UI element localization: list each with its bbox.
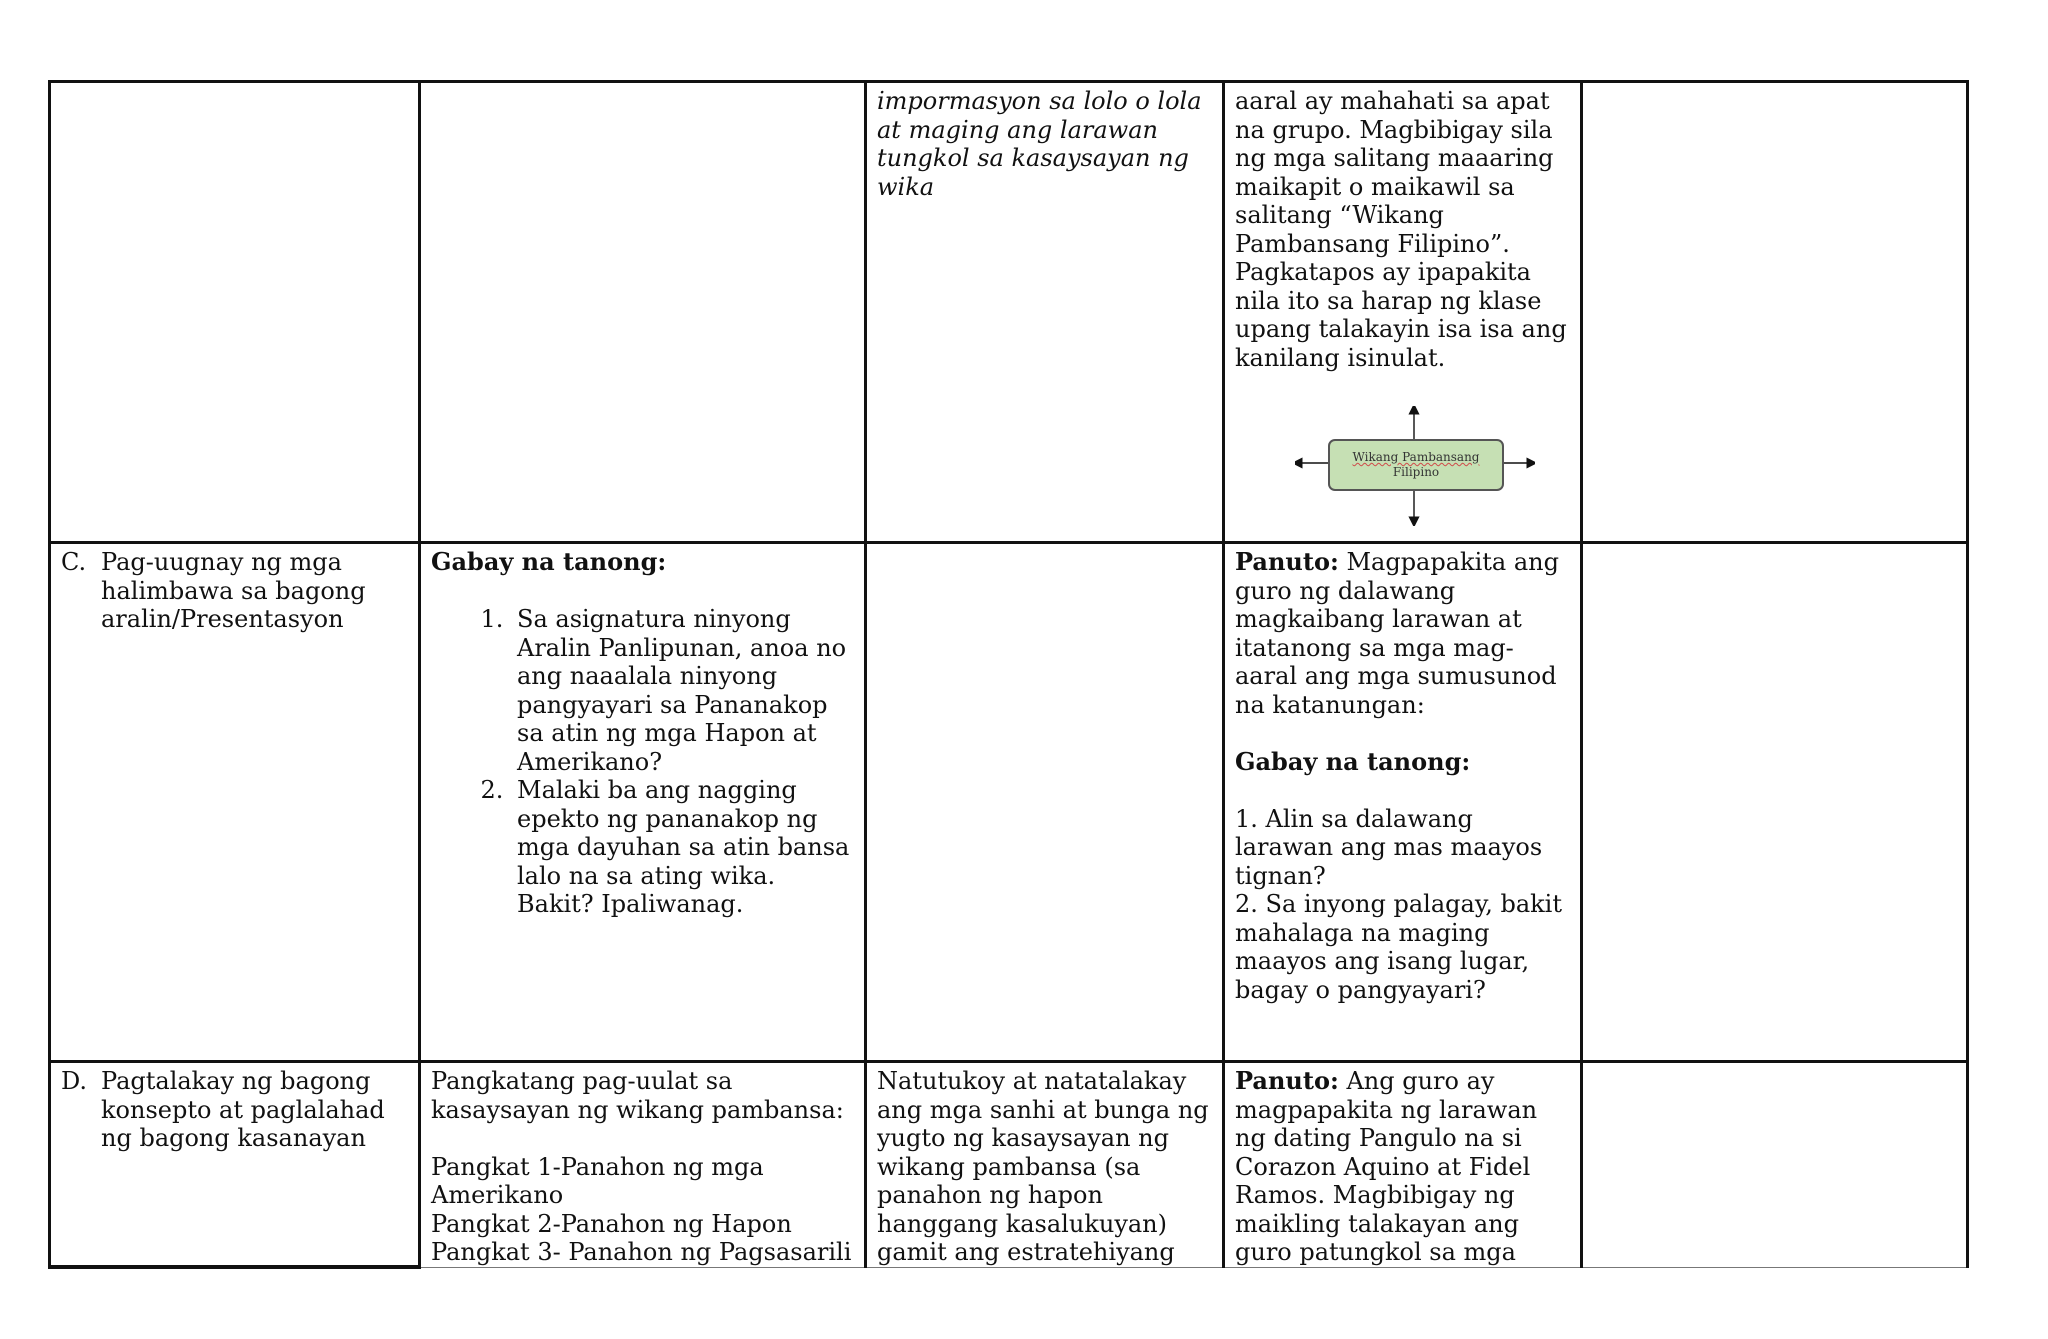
instruction-text: Magpapakita ang guro ng dalawang magkaibang larawan at itatanong sa mga mag-aaral ang mga sumusunod na katanungan:	[1235, 548, 1559, 719]
table-row	[50, 1062, 1968, 1268]
concept-word: Filipino	[1392, 465, 1440, 479]
table-cell	[866, 543, 1224, 1062]
table-cell	[1224, 543, 1582, 1062]
cell-text: aaral ay mahahati sa apat na grupo. Magbibigay sila ng mga salitang maaaring maikapit o maikawil sa salitang “Wikang Pambansang Filipino”. Pagkatapos ay ipapakita nila ito sa harap ng klase upang talakayin isa isa ang kanilang isinulat.	[1235, 87, 1567, 372]
cell-text: impormasyon sa lolo o lola at maging ang larawan tungkol sa kasaysayan ng wika	[877, 87, 1202, 201]
instruction-lead: Panuto:	[1235, 1066, 1339, 1095]
instruction-lead: Panuto:	[1235, 547, 1339, 576]
cell-text: Natutukoy at natatalakay ang mga sanhi at bunga ng yugto ng kasaysayan ng wikang pambansa (sa panahon ng hapon hanggang kasalukuyan) gamit ang estratehiyang	[877, 1067, 1209, 1266]
cell-text	[1235, 548, 1570, 719]
row-letter: C.	[61, 548, 87, 576]
table-cell	[420, 1062, 866, 1268]
cell-text: Pangkatang pag-uulat sa kasaysayan ng wikang pambansa:	[431, 1067, 844, 1124]
section-heading: Gabay na tanong:	[1235, 746, 1471, 776]
question-text: 1. Alin sa dalawang larawan ang mas maayos tignan?	[1235, 804, 1543, 890]
concept-map-diagram	[1295, 406, 1535, 526]
list-item: 1. Sa asignatura ninyong Aralin Panlipunan, anoa no ang naaalala ninyong pangyayari sa Pananakop sa atin ng mga Hapon at Amerikano?	[511, 605, 854, 776]
row-label: Pagtalakay ng bagong konsepto at paglalahad ng bagong kasanayan	[101, 1067, 385, 1152]
group-item: Pangkat 3- Panahon ng Pagsasarili	[431, 1238, 852, 1266]
table-cell	[1582, 543, 1968, 1062]
concept-word: Wikang Pambansang	[1352, 450, 1480, 464]
table-cell	[420, 82, 866, 543]
table-row	[50, 82, 1968, 543]
group-item: Pangkat 1-Panahon ng mga Amerikano	[431, 1152, 764, 1209]
group-item: Pangkat 2-Panahon ng Hapon	[431, 1209, 792, 1238]
row-letter: D.	[61, 1067, 88, 1095]
table-cell	[866, 82, 1224, 543]
list-item: 2. Malaki ba ang nagging epekto ng pananakop ng mga dayuhan sa atin bansa lalo na sa ating wika. Bakit? Ipaliwanag.	[511, 776, 854, 919]
cell-text	[1235, 1067, 1570, 1267]
concept-box	[1328, 439, 1504, 491]
table-cell	[866, 1062, 1224, 1268]
question-text: 2. Sa inyong palagay, bakit mahalaga na maging maayos ang isang lugar, bagay o pangyayari?	[1235, 890, 1562, 1004]
row-label: Pag-uugnay ng mga halimbawa sa bagong aralin/Presentasyon	[101, 548, 366, 633]
table-cell	[50, 543, 420, 1062]
table-cell	[1224, 82, 1582, 543]
question-list	[431, 605, 854, 919]
table-cell	[1582, 1062, 1968, 1268]
table-cell	[420, 543, 866, 1062]
table-cell	[50, 1062, 420, 1268]
table-cell	[1224, 1062, 1582, 1268]
section-heading: Gabay na tanong:	[431, 547, 667, 576]
table-row	[50, 543, 1968, 1062]
instruction-text: Ang guro ay magpapakita ng larawan ng dating Pangulo na si Corazon Aquino at Fidel Ramos. Magbibigay ng maikling talakayan ang guro patungkol sa mga	[1235, 1067, 1538, 1266]
table-cell	[50, 82, 420, 543]
lesson-plan-table	[48, 80, 1969, 1269]
table-cell	[1582, 82, 1968, 543]
